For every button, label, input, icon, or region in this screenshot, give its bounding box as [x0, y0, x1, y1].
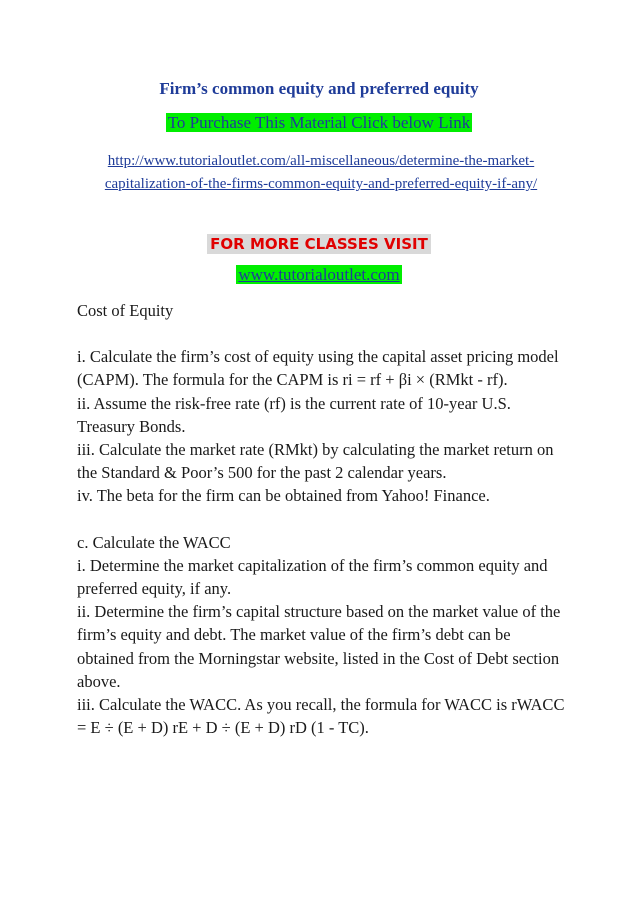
- site-link-wrapper: [0, 264, 638, 286]
- purchase-banner: [0, 112, 638, 134]
- paragraph-spacer: [77, 322, 567, 345]
- paragraph-risk-free-rate: ii. Assume the risk-free rate (rf) is the current rate of 10-year U.S. Treasury Bonds.: [77, 393, 511, 436]
- section-heading-cost-of-equity: Cost of Equity: [77, 301, 174, 320]
- material-link[interactable]: http://www.tutorialoutlet.com/all-miscellaneous/determine-the-market-capitalization-of-the-firms-common-equity-and-preferred-equity-if-any/: [104, 153, 538, 192]
- paragraph-market-cap: i. Determine the market capitalization of the firm’s common equity and preferred equity, if any.: [77, 555, 548, 599]
- section-heading-wacc: c. Calculate the WACC: [77, 532, 231, 552]
- paragraph-capital-structure: ii. Determine the firm’s capital structure based on the market value of the firm’s equity and debt. The market value of the firm’s debt can be obtained from the Morningstar website, listed in the Cost of Debt section above.: [77, 602, 561, 691]
- paragraph-beta: iv. The beta for the firm can be obtained from Yahoo! Finance.: [77, 486, 490, 506]
- purchase-link-text[interactable]: To Purchase This Material Click below Link: [167, 113, 471, 132]
- page-title: Firm’s common equity and preferred equity: [159, 79, 479, 98]
- paragraph-spacer: [77, 508, 567, 531]
- site-link[interactable]: www.tutorialoutlet.com: [238, 265, 400, 284]
- paragraph-wacc-formula: iii. Calculate the WACC. As you recall, the formula for WACC is rWACC = E ÷ (E + D) rE + D ÷ (E + D) rD (1 - TC).: [77, 695, 565, 738]
- more-classes-banner: [0, 233, 638, 255]
- paragraph-capm: i. Calculate the firm’s cost of equity using the capital asset pricing model (CAPM). The formula for the CAPM is ri = rf + βi × (RMkt - rf).: [77, 347, 559, 390]
- paragraph-market-rate: iii. Calculate the market rate (RMkt) by calculating the market return on the Standard & Poor’s 500 for the past 2 calendar years.: [77, 440, 554, 483]
- document-body: [77, 299, 567, 739]
- more-classes-text: FOR MORE CLASSES VISIT: [207, 234, 431, 254]
